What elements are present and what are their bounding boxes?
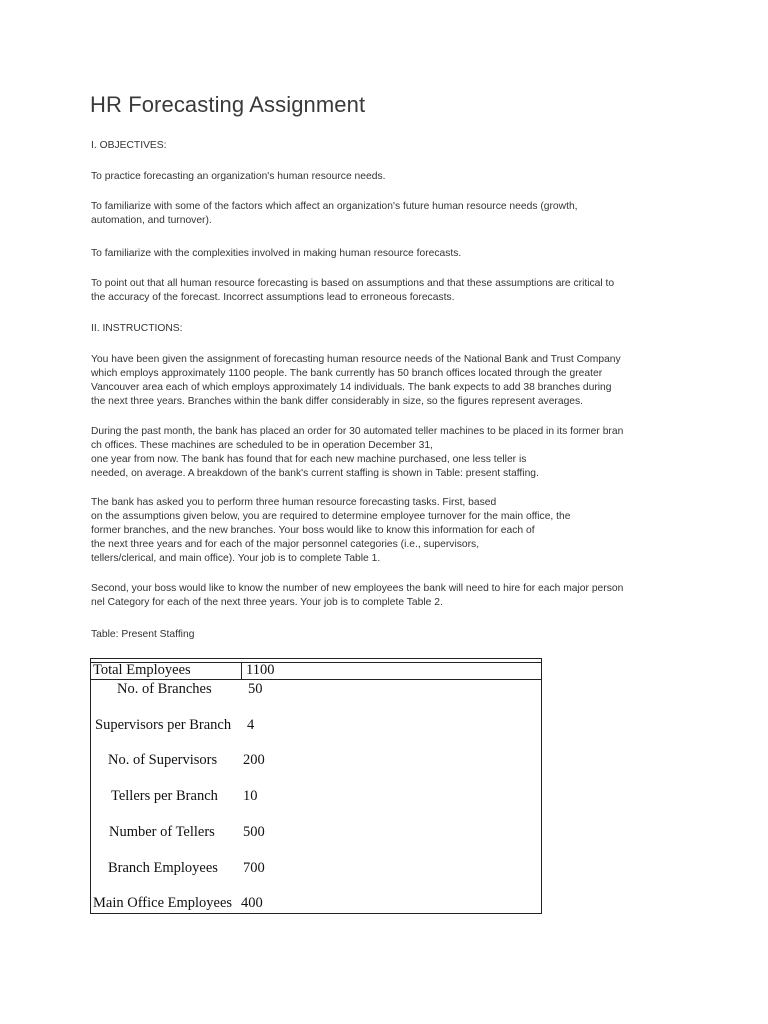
objective-paragraph-3: To familiarize with the complexities involved in making human resource forecasts.: [91, 248, 462, 259]
table-caption: Table: Present Staffing: [91, 629, 195, 640]
table-header-divider: [91, 679, 541, 680]
row-label: Number of Tellers: [109, 824, 215, 840]
row-label: Supervisors per Branch: [95, 717, 232, 733]
instructions-paragraph-1: [91, 353, 681, 409]
objective-paragraph-4: [91, 277, 681, 305]
text-line: To familiarize with some of the factors which affect an organization's future human resource needs (growth,: [91, 201, 578, 212]
objectives-heading: I. OBJECTIVES:: [91, 140, 167, 151]
row-value: 50: [248, 681, 263, 697]
table-header-column-divider: [241, 662, 242, 679]
row-label: Main Office Employees: [93, 895, 233, 911]
instructions-paragraph-4: [91, 582, 681, 610]
objective-paragraph-2: [91, 200, 681, 228]
row-value: 4: [247, 717, 255, 733]
text-line: You have been given the assignment of forecasting human resource needs of the National Bank and Trust Company: [91, 354, 621, 365]
text-line: on the assumptions given below, you are required to determine employee turnover for the main office, the: [91, 511, 571, 522]
instructions-paragraph-3: [91, 496, 681, 566]
document-title: HR Forecasting Assignment: [90, 92, 366, 117]
row-label: Tellers per Branch: [111, 788, 218, 804]
text-line: nel Category for each of the next three years. Your job is to complete Table 2.: [91, 597, 443, 608]
text-line: To point out that all human resource forecasting is based on assumptions and that these assumptions are critical to: [91, 278, 615, 289]
text-line: During the past month, the bank has placed an order for 30 automated teller machines to be placed in its former bran: [91, 426, 624, 437]
text-line: automation, and turnover).: [91, 215, 212, 226]
text-line: Vancouver area each of which employs approximately 14 individuals. The bank expects to add 38 branches during: [91, 382, 612, 393]
text-line: The bank has asked you to perform three human resource forecasting tasks. First, based: [91, 497, 497, 508]
instructions-heading: II. INSTRUCTIONS:: [91, 323, 183, 334]
row-value: 200: [243, 752, 265, 768]
text-line: former branches, and the new branches. Your boss would like to know this information for each of: [91, 525, 535, 536]
row-value: 700: [243, 860, 265, 876]
objective-paragraph-1: To practice forecasting an organization's human resource needs.: [91, 171, 386, 182]
text-line: ch offices. These machines are scheduled to be in operation December 31,: [91, 440, 433, 451]
header-value: 1100: [246, 662, 275, 678]
instructions-paragraph-2: [91, 425, 681, 481]
row-label: No. of Branches: [117, 681, 212, 697]
text-line: which employs approximately 1100 people. The bank currently has 50 branch offices located through the greater: [91, 368, 603, 379]
row-value: 400: [241, 895, 263, 911]
present-staffing-table: [90, 658, 542, 914]
text-line: Second, your boss would like to know the number of new employees the bank will need to hire for each major person: [91, 583, 624, 594]
text-line: the next three years and for each of the major personnel categories (i.e., supervisors,: [91, 539, 480, 550]
header-label: Total Employees: [93, 662, 191, 678]
text-line: needed, on average. A breakdown of the bank's current staffing is shown in Table: present staffing.: [91, 468, 539, 479]
row-value: 10: [243, 788, 258, 804]
row-label: Branch Employees: [108, 860, 218, 876]
text-line: the accuracy of the forecast. Incorrect assumptions lead to erroneous forecasts.: [91, 292, 455, 303]
text-line: one year from now. The bank has found that for each new machine purchased, one less teller is: [91, 454, 527, 465]
text-line: tellers/clerical, and main office). Your job is to complete Table 1.: [91, 553, 381, 564]
text-line: the next three years. Branches within the bank differ considerably in size, so the figures represent averages.: [91, 396, 584, 407]
row-label: No. of Supervisors: [108, 752, 218, 768]
row-value: 500: [243, 824, 265, 840]
